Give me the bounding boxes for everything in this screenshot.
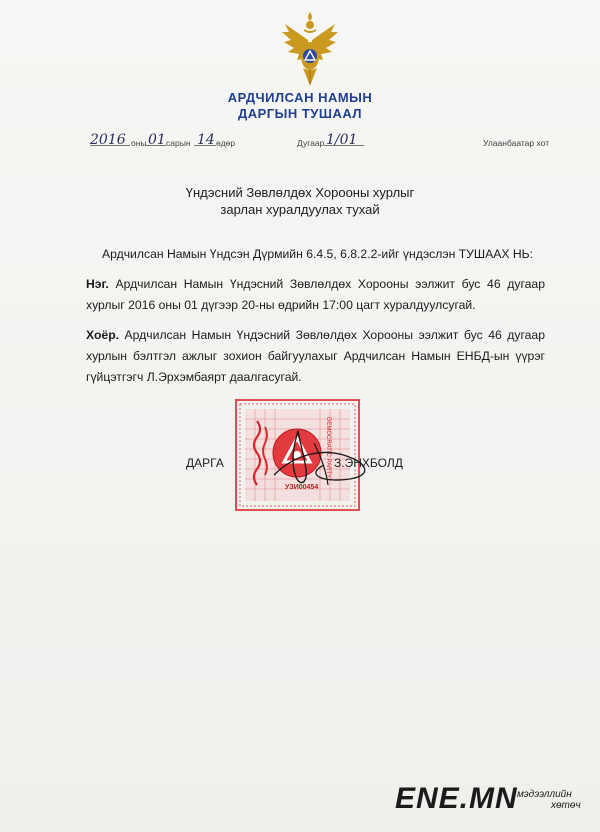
- party-emblem-icon: [279, 10, 341, 90]
- org-name: АРДЧИЛСАН НАМЫН: [227, 90, 373, 105]
- order-subject: [0, 184, 600, 218]
- subject-line-2: зарлан хуралдуулах тухай: [220, 202, 380, 217]
- watermark-tag-line-2: хөтөч: [551, 800, 581, 811]
- stamp-number: УЗИ00454: [285, 484, 319, 491]
- signatory-name: З.ЭНХБОЛД: [334, 456, 403, 470]
- day-value: 14: [197, 132, 215, 148]
- preamble: Ардчилсан Намын Үндсэн Дүрмийн 6.4.5, 6.8.2.2-ийг үндэслэн ТУШААХ НЬ:: [101, 247, 534, 261]
- city-label: Улаанбаатар хот: [483, 138, 550, 148]
- number-label: Дугаар: [297, 138, 325, 148]
- org-header: [0, 90, 600, 122]
- clause-one-text: Ардчилсан Намын Үндэсний Зөвлөлдөх Хорооны ээлжит бус 46 дугаар хурлыг 2016 оны 01 дүгээр 20-ны өдрийн 17:00 цагт хуралдуулсугай.: [86, 277, 545, 312]
- watermark-brand: ENE.MN: [395, 782, 518, 815]
- site-watermark-logo: [395, 782, 595, 827]
- day-label: өдөр: [216, 138, 236, 148]
- stamp-arc-text: DEMOCRATIC PARTY: [325, 417, 331, 479]
- year-value: 2016: [90, 132, 126, 148]
- date-line: [90, 132, 600, 152]
- year-label: оны: [131, 138, 147, 148]
- month-label: сарын: [166, 138, 191, 148]
- clause-one: [86, 274, 545, 316]
- order-title: ДАРГЫН ТУШААЛ: [237, 106, 363, 121]
- watermark-tagline: [517, 789, 581, 811]
- order-number: 1/01: [326, 132, 358, 148]
- signatory-title: ДАРГА: [186, 456, 224, 470]
- clause-two: [86, 325, 545, 388]
- subject-line-1: Үндэсний Зөвлөлдөх Хорооны хурлыг: [185, 185, 415, 200]
- clause-two-lead: Хоёр.: [86, 328, 120, 342]
- clause-two-text: Ардчилсан Намын Үндэсний Зөвлөлдөх Хорооны ээлжит бус 46 дугаар хурлын бэлтгэл ажлыг зохион байгуулахыг Ардчилсан Намын ЕНБД-ын үүрэг гүйцэтгэгч Л.Эрхэмбаярт даалгасугай.: [86, 328, 545, 384]
- month-value: 01: [148, 132, 166, 148]
- clause-one-lead: Нэг.: [86, 277, 109, 291]
- watermark-tag-line-1: мэдээллийн: [517, 789, 572, 800]
